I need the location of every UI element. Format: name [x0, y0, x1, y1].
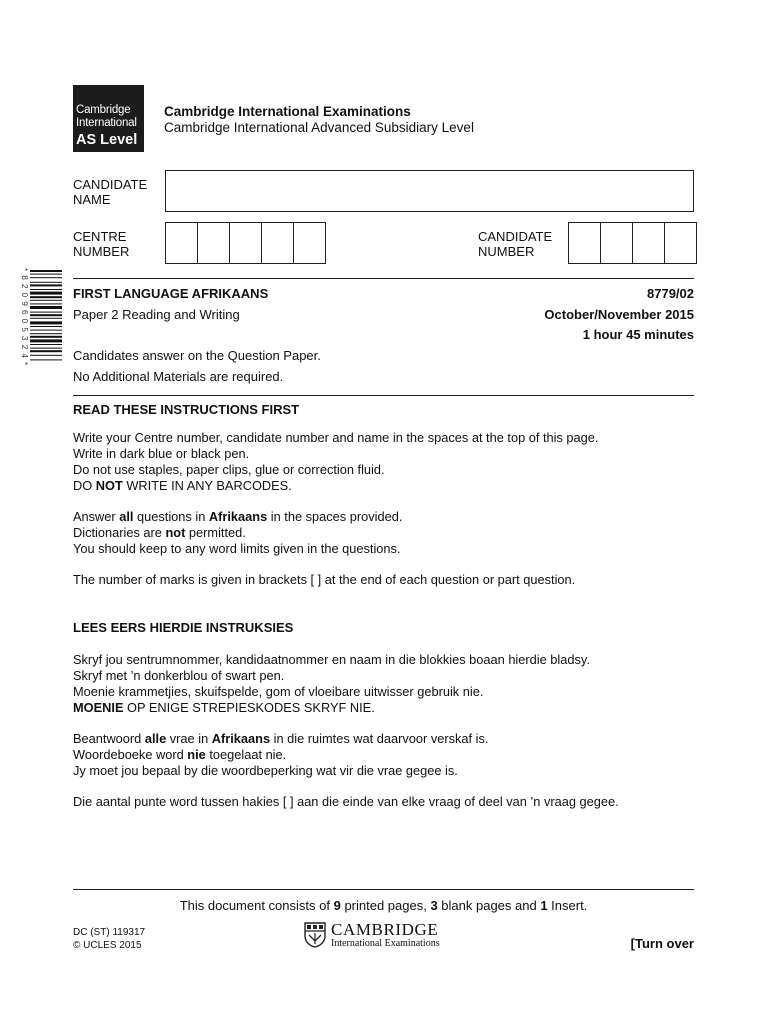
centre-number-field[interactable]: [165, 222, 326, 264]
candidate-number-field[interactable]: [568, 222, 697, 264]
instructions-af-heading: LEES EERS HIERDIE INSTRUKSIES: [73, 620, 294, 635]
instruction-af-line-8: Die aantal punte word tussen hakies [ ] aan die einde van elke vraag of deel van ’n vraag gegee.: [73, 794, 619, 809]
header-subtitle: Cambridge International Advanced Subsidiary Level: [164, 120, 474, 135]
barcode-bar: [30, 296, 62, 298]
candidate-name-field[interactable]: [165, 170, 694, 212]
cambridge-crest-icon: [304, 922, 326, 948]
candidate-number-box[interactable]: [568, 222, 601, 264]
candidate-number-box[interactable]: [600, 222, 633, 264]
instruction-en-line-8: The number of marks is given in brackets [ ] at the end of each question or part question.: [73, 572, 576, 587]
barcode-bar: [30, 321, 62, 324]
instruction-en-line-3: Do not use staples, paper clips, glue or correction fluid.: [73, 462, 385, 477]
centre-number-box[interactable]: [261, 222, 294, 264]
barcode-bar: [30, 289, 62, 290]
centre-number-label-line1: CENTRE: [73, 229, 127, 244]
instruction-en-line-4: DO NOT WRITE IN ANY BARCODES.: [73, 478, 292, 493]
barcode-bar: [30, 350, 62, 352]
exam-paper: Paper 2 Reading and Writing: [73, 307, 240, 322]
barcode-digits: * 8 2 0 9 6 0 5 3 2 4 *: [20, 268, 29, 367]
barcode-bar: [30, 318, 62, 319]
instruction-af-line-6: Woordeboeke word nie toegelaat nie.: [73, 747, 287, 762]
barcode-bar: [30, 284, 62, 286]
dc-code: DC (ST) 119317: [73, 927, 146, 938]
centre-number-box[interactable]: [229, 222, 262, 264]
barcode-bar: [30, 348, 62, 349]
barcode-bar: [30, 277, 62, 278]
instructions-en-block-2: [73, 509, 402, 557]
barcode-bar: [30, 314, 62, 316]
exam-session: October/November 2015: [544, 307, 694, 322]
exam-note-2: No Additional Materials are required.: [73, 369, 284, 384]
barcode-bar: [30, 274, 62, 275]
barcode-bar: [30, 303, 62, 304]
barcode-bar: [30, 330, 62, 331]
logo-line-1: Cambridge: [76, 104, 131, 116]
divider-instructions: [73, 395, 694, 396]
instruction-en-line-1: Write your Centre number, candidate number and name in the spaces at the top of this page.: [73, 430, 599, 445]
barcode-bar: [30, 339, 62, 342]
header-title: Cambridge International Examinations: [164, 104, 411, 119]
divider-top: [73, 278, 694, 279]
candidate-number-box[interactable]: [664, 222, 697, 264]
divider-footer: [73, 889, 694, 890]
barcode: [30, 270, 62, 410]
candidate-number-label-line2: NUMBER: [478, 244, 535, 259]
instruction-en-line-2: Write in dark blue or black pen.: [73, 446, 250, 461]
instruction-en-line-5: Answer all questions in Afrikaans in the spaces provided.: [73, 509, 403, 524]
exam-code: 8779/02: [647, 286, 694, 301]
barcode-bar: [30, 344, 62, 345]
cambridge-logo: [304, 921, 440, 949]
exam-duration: 1 hour 45 minutes: [582, 327, 694, 342]
centre-number-box[interactable]: [165, 222, 198, 264]
document-page-count: This document consists of 9 printed pages, 3 blank pages and 1 Insert.: [179, 898, 588, 913]
barcode-bar: [30, 355, 62, 356]
barcode-bar: [30, 359, 62, 360]
barcode-bar: [30, 333, 62, 334]
instructions-af-block-1: [73, 652, 590, 716]
barcode-bar: [30, 270, 62, 272]
barcode-bar: [30, 312, 62, 313]
candidate-name-label-line1: CANDIDATE: [73, 177, 148, 192]
instruction-af-line-5: Beantwoord alle vrae in Afrikaans in die ruimtes wat daarvoor verskaf is.: [73, 731, 489, 746]
instruction-af-line-1: Skryf jou sentrumnommer, kandidaatnommer en naam in die blokkies boaan hierdie bladsy.: [73, 652, 590, 667]
barcode-bar: [30, 300, 62, 301]
barcode-bar: [30, 282, 62, 283]
instructions-af-block-2: [73, 731, 488, 779]
candidate-name-label: [73, 177, 147, 207]
barcode-bar: [30, 336, 62, 338]
instruction-en-line-7: You should keep to any word limits given in the questions.: [73, 541, 401, 556]
centre-number-label: [73, 229, 129, 259]
logo-line-2: International: [76, 117, 137, 129]
barcode-bar: [30, 292, 62, 295]
turn-over: [Turn over: [630, 936, 694, 951]
centre-number-label-line2: NUMBER: [73, 244, 130, 259]
instructions-en-block-1: [73, 430, 598, 494]
barcode-bar: [30, 326, 62, 327]
instruction-af-line-4: MOENIE OP ENIGE STREPIESKODES SKRYF NIE.: [73, 700, 375, 715]
candidate-number-box[interactable]: [632, 222, 665, 264]
footer-codes: [73, 926, 145, 952]
barcode-bars: [30, 270, 62, 360]
logo-line-3: AS Level: [76, 132, 138, 148]
candidate-number-label: [478, 229, 552, 259]
barcode-bar: [30, 306, 62, 309]
exam-note-1: Candidates answer on the Question Paper.: [73, 348, 321, 363]
candidate-number-label-line1: CANDIDATE: [478, 229, 553, 244]
ucles-copyright: © UCLES 2015: [73, 940, 142, 951]
centre-number-box[interactable]: [293, 222, 326, 264]
instruction-af-line-3: Moenie krammetjies, skuifspelde, gom of vloeibare uitwisser gebruik nie.: [73, 684, 484, 699]
centre-number-box[interactable]: [197, 222, 230, 264]
cambridge-wordmark-sub: International Examinations: [331, 938, 440, 949]
instructions-en-heading: READ THESE INSTRUCTIONS FIRST: [73, 402, 300, 417]
candidate-name-label-line2: NAME: [73, 192, 111, 207]
exam-subject: FIRST LANGUAGE AFRIKAANS: [73, 286, 269, 301]
instruction-af-line-2: Skryf met ’n donkerblou of swart pen.: [73, 668, 285, 683]
cambridge-wordmark: CAMBRIDGE: [331, 920, 439, 939]
instruction-af-line-7: Jy moet jou bepaal by die woordbeperking wat vir die vrae gegee is.: [73, 763, 458, 778]
instruction-en-line-6: Dictionaries are not permitted.: [73, 525, 246, 540]
as-level-logo: [73, 85, 144, 152]
